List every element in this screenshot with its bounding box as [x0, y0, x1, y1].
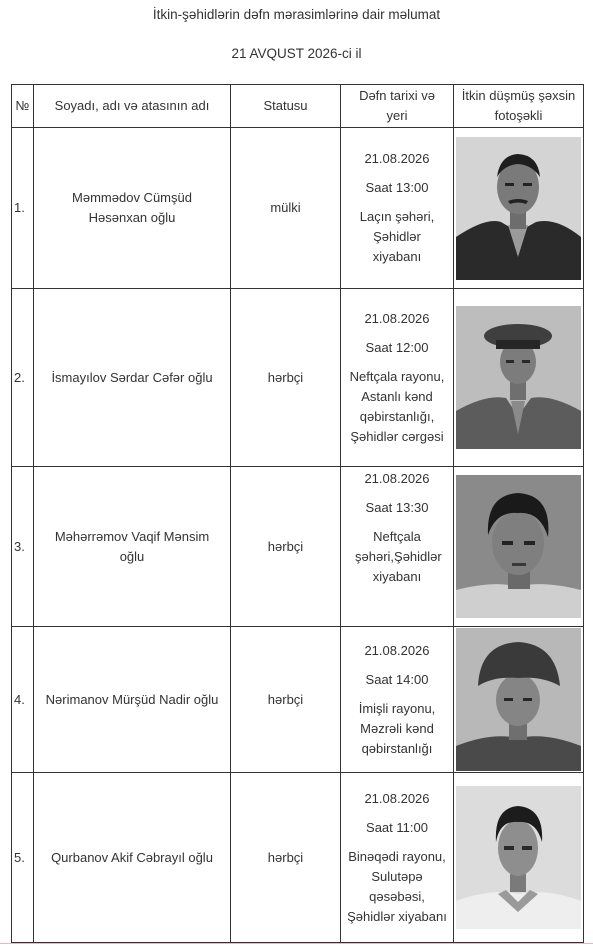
row-name: Nərimanov Mürşüd Nadir oğlu — [34, 627, 231, 773]
portrait-photo-3 — [456, 475, 581, 618]
row-burial — [341, 627, 454, 773]
burial-date: 21.08.2026 — [364, 642, 430, 658]
row-burial — [341, 128, 454, 289]
table-row — [12, 627, 584, 773]
row-photo — [454, 627, 584, 773]
burial-place: İmişli rayonu, Məzrəli kənd qəbirstanlığı — [358, 700, 436, 756]
burial-time: Saat 13:00 — [365, 180, 429, 195]
burial-place: Neftçala rayonu, Astanlı kənd qəbirstanlığı, Şəhidlər cərgəsi — [349, 368, 445, 444]
row-number: 2. — [12, 289, 34, 467]
row-number: 4. — [12, 627, 34, 773]
page-date: 21 AVQUST 2026-ci il — [231, 46, 362, 61]
portrait-photo-4 — [456, 628, 581, 771]
row-status: hərbçi — [231, 289, 341, 467]
row-number: 1. — [12, 128, 34, 289]
col-header-number: № — [12, 85, 34, 128]
col-header-photo: İtkin düşmüş şəxsin fotoşəkli — [454, 85, 584, 128]
row-status: hərbçi — [231, 467, 341, 627]
row-name: Qurbanov Akif Cəbrayıl oğlu — [34, 773, 231, 943]
table-row — [12, 467, 584, 627]
row-status: mülki — [231, 128, 341, 289]
row-name: İsmayılov Sərdar Cəfər oğlu — [34, 289, 231, 467]
burial-time: Saat 12:00 — [365, 339, 429, 355]
portrait-photo-5 — [456, 786, 581, 929]
burial-date: 21.08.2026 — [364, 310, 430, 326]
row-burial — [341, 773, 454, 943]
burial-time: Saat 14:00 — [365, 671, 429, 687]
burial-date: 21.08.2026 — [364, 151, 430, 166]
burial-time: Saat 13:30 — [365, 500, 429, 515]
row-burial — [341, 289, 454, 467]
row-photo — [454, 773, 584, 943]
row-name: Məmmədov Cümşüd Həsənxan oğlu — [34, 128, 231, 289]
col-header-name: Soyadı, adı və atasının adı — [34, 85, 231, 128]
table-header-row — [12, 85, 584, 128]
burial-time: Saat 11:00 — [366, 819, 428, 835]
portrait-photo-2 — [456, 306, 581, 449]
col-header-status: Statusu — [231, 85, 341, 128]
burial-place: Binəqədi rayonu, Sulutəpə qəsəbəsi, Şəhidlər xiyabanı — [347, 848, 447, 924]
row-photo — [454, 289, 584, 467]
row-status: hərbçi — [231, 627, 341, 773]
row-burial — [341, 467, 454, 627]
row-photo — [454, 467, 584, 627]
row-number: 5. — [12, 773, 34, 943]
table-row — [12, 128, 584, 289]
burial-place: Neftçala şəhəri,Şəhidlər xiyabanı — [355, 529, 442, 584]
table-row — [12, 773, 584, 943]
col-header-burial: Dəfn tarixi və yeri — [341, 85, 454, 128]
burial-date: 21.08.2026 — [364, 790, 430, 806]
table-row — [12, 289, 584, 467]
burial-info-table — [11, 84, 584, 943]
row-number: 3. — [12, 467, 34, 627]
burial-place: Laçın şəhəri, Şəhidlər xiyabanı — [359, 209, 435, 264]
row-photo — [454, 128, 584, 289]
portrait-photo-1 — [456, 137, 581, 280]
page-bottom-divider — [0, 943, 593, 944]
burial-date: 21.08.2026 — [364, 471, 430, 486]
page-title: İtkin-şəhidlərin dəfn mərasimlərinə dair məlumat — [152, 7, 441, 22]
row-status: hərbçi — [231, 773, 341, 943]
row-name: Məhərrəmov Vaqif Mənsim oğlu — [34, 467, 231, 627]
